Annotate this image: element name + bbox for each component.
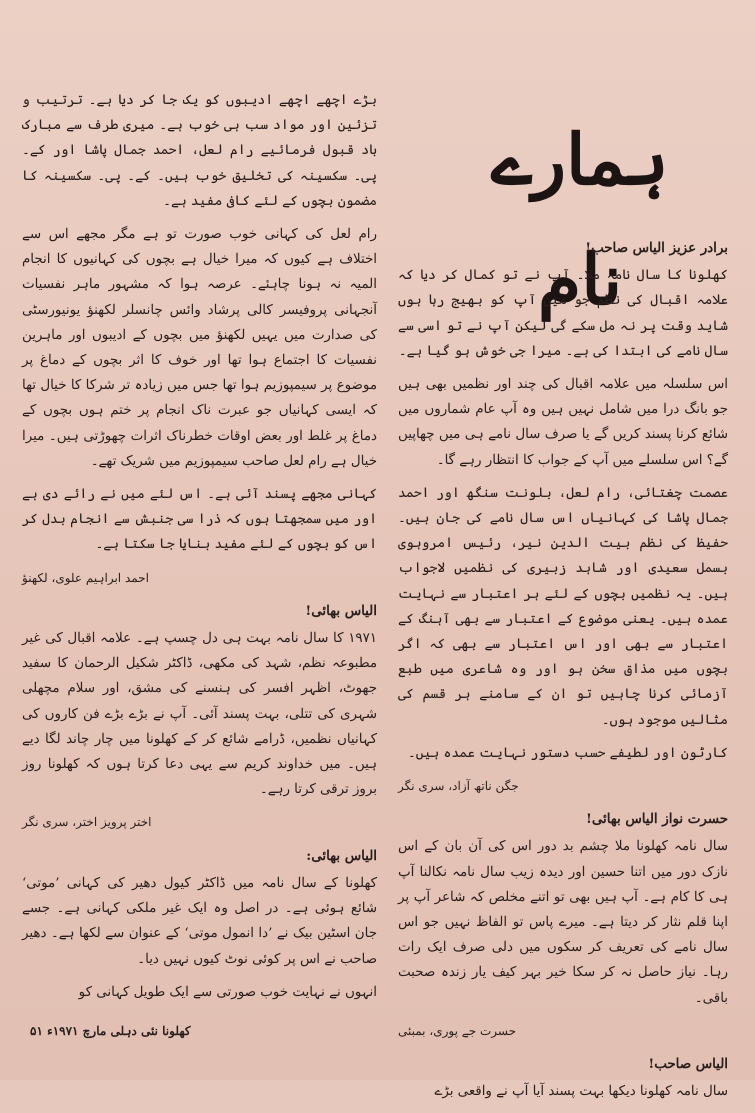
letter-paragraph: بڑے اچھے اچھے ادیبوں کو یک جا کر دیا ہے۔ ترتیب و تزئین اور مواد سب ہی خوب ہے۔ میری طرف سے مبارک باد قبول فرمائیے رام لعل، احمد جمال پاشا اور کے۔ پی۔ سکسینہ کی تخلیق خوب ہیں۔ کے۔ پی۔ سکسینہ کا مضمون بچوں کے لئے کافی مفید ہے۔ [22, 93, 377, 209]
letter-signature: جگن ناتھ آزاد، سری نگر [398, 779, 519, 794]
letter-paragraph: عصمت چغتائی، رام لعل، بلونت سنگھ اور احمد جمال پاشا کی کہانیاں اس سال نامے کی جان ہیں۔ حفیظ کی نظم بیت الدین نیر، رئیس امروہوی بسمل سعیدی اور شاہد زبیری کی نظمیں لاجواب ہیں۔ یہ نظمیں بچوں کے لئے ہر اعتبار سے نہایت عمدہ ہیں۔ یعنی موضوع کے اعتبار سے بھی آہنگ کے اعتبار سے بھی اور اس اعتبار سے بھی کہ اگر بچوں میں مذاق سخن ہو اور وہ شاعری میں طبع آزمائی کرنا چاہیں تو ان کے سامنے ہر قسم کی مثالیں موجود ہوں۔ [398, 485, 728, 728]
letter-paragraph: سال نامہ کھلونا دیکھا بہت پسند آیا آپ نے واقعی بڑے [434, 1084, 728, 1100]
letter-salutation: الیاس صاحب! [648, 1056, 728, 1073]
right-column [398, 232, 728, 1113]
letter-signature: احمد ابراہیم علوی، لکھنؤ [22, 570, 149, 585]
letter-salutation: حسرت نواز الیاس بھائی! [585, 811, 728, 828]
letter-signature: حسرت جے پوری، بمبئی [398, 1023, 517, 1038]
letter-paragraph: کہانی مجھے پسند آئی ہے۔ اس لئے میں نے رائے دی ہے اور میں سمجھتا ہوں کہ ذرا سی جنبش سے انجام بدل کر اس کو بچوں کے لئے مفید بنایا جا سکتا ہے۔ [22, 487, 377, 553]
letter-paragraph: کارٹون اور لطیفے حسب دستور نہایت عمدہ ہیں۔ [407, 745, 728, 761]
letter-paragraph: کھلونا کے سال نامہ میں ڈاکٹر کیول دھیر کی کہانی ’موتی‘ شائع ہوئی ہے۔ در اصل وہ ایک غیر ملکی کہانی ہے۔ جسے جان اسٹین بیک نے ’دا انمول موتی‘ کے عنوان سے لکھا ہے۔ دھیر صاحب نے اس پر کوئی نوٹ کیوں نہیں دیا۔ [22, 875, 377, 967]
page-title: ہمارے نام [491, 118, 669, 321]
page-footer: کھلونا نئی دہلی مارچ ۱۹۷۱ء ۵۱ [30, 1024, 191, 1038]
letter-paragraph: ۱۹۷۱ کا سال نامہ بہت ہی دل چسپ ہے۔ علامہ اقبال کی غیر مطبوعہ نظم، شہد کی مکھی، ڈاکٹر شکیل الرحمان کا سفید جھوٹ، اظہر افسر کی ہنسنے کی مشق، اور سلام مچھلی شہری کی تتلی، بہت پسند آئی۔ آپ نے بڑے بڑے فن کاروں کی کہانیاں نظمیں، ڈرامے شائع کر کے کھلونا میں چار چاند لگا دیے ہیں۔ میں خداوند کریم سے یہی دعا کرتا ہوں کہ کھلونا روز بروز ترقی کرتا رہے۔ [22, 631, 377, 798]
letter-paragraph: انہوں نے نہایت خوب صورتی سے ایک طویل کہانی کو [78, 984, 377, 1000]
letter-salutation: الیاس بھائی: [306, 847, 377, 864]
letter-paragraph: رام لعل کی کہانی خوب صورت تو ہے مگر مجھے اس سے اختلاف ہے کیوں کہ میرا خیال ہے بچوں کی کہانیوں کا انجام المیہ نہ ہونا چاہئے۔ عرصہ ہوا کہ مشہور ماہر نفسیات آنجہانی پروفیسر کالی پرشاد وائس چانسلر لکھنؤ یونیورسٹی کی صدارت میں یہیں لکھنؤ میں بچوں کے ادیبوں اور ماہرین نفسیات کا اجتماع ہوا تھا اور خوف کا اثر بچوں کے دماغ پر موضوع پر سیمپوزیم ہوا تھا جس میں زیادہ تر شرکا کا خیال تھا کہ ایسی کہانیاں جو عبرت ناک انجام پر ختم ہوں بچوں کے دماغ پر غلط اور بعض اوقات خطرناک اثرات چھوڑتی ہیں۔ میرا خیال ہے رام لعل صاحب سیمپوزیم میں شریک تھے۔ [22, 227, 377, 469]
left-column [22, 88, 377, 1013]
letter-signature: اختر پرویز اختر، سری نگر [22, 815, 152, 830]
letter-salutation: الیاس بھائی! [305, 602, 377, 619]
letter-paragraph: سال نامہ کھلونا ملا چشم بد دور اس کی آن بان کے اس نازک دور میں اتنا حسین اور دیدہ زیب سال نامہ نکالنا آپ ہی کا کام ہے۔ آپ ہیں بھی تو اتنے مخلص کہ شاعر آپ پر اپنا قلم نثار کر دیتا ہے۔ میرے پاس تو الفاظ نہیں جو اس سال نامے کی تعریف کر سکوں میں دلی صرف ایک رات رہا۔ نیاز حاصل نہ کر سکا خیر بہر کیف یار زندہ صحبت باقی۔ [398, 839, 728, 1006]
letter-salutation: برادر عزیز الیاس صاحب! [585, 240, 728, 256]
letter-paragraph: کھلونا کا سال نامہ ملا۔ آپ نے تو کمال کر دیا کہ علامہ اقبال کی نظم جو میں آپ کو بھیج رہا ہوں شاید وقت پر نہ مل سکے گی لیکن آپ نے تو اسی سے سال نامے کی ابتدا کی ہے۔ میرا جی خوش ہو گیا ہے۔ [398, 268, 728, 359]
letter-paragraph: اس سلسلہ میں علامہ اقبال کی چند اور نظمیں بھی ہیں جو بانگ درا میں شامل نہیں ہیں وہ آپ عام شماروں میں شائع کرنا پسند کریں گے یا صرف سال نامے ہی میں چھاپیں گے؟ اس سلسلے میں آپ کے جواب کا انتظار رہے گا۔ [398, 377, 728, 468]
